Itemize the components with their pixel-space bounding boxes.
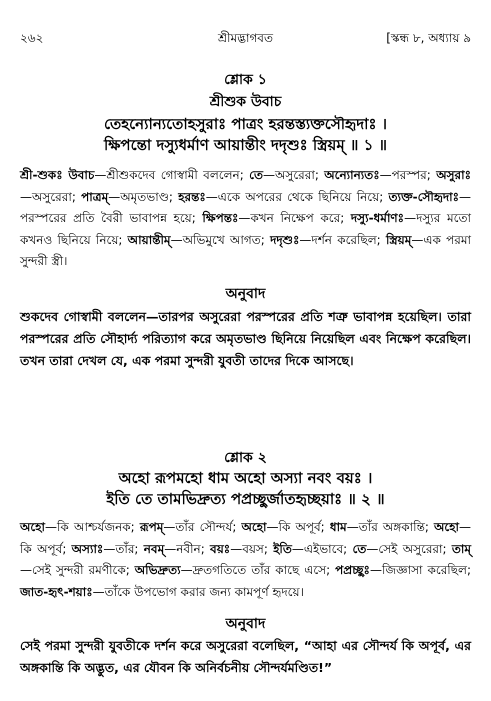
synonym-word: আয়ান্তীম্: [127, 232, 171, 247]
synonym-word: শ্রী-শুকঃ উবাচ: [20, 168, 95, 182]
synonym-meaning: —সেই অসুরেরা;: [366, 541, 452, 556]
synonym-word: তে: [352, 541, 367, 556]
translation-quote: “আহা এর সৌন্দর্য কি অপূর্ব, এর অঙ্গকান্তি কি অদ্ভুত, এর যৌবন কি অনির্বচনীয় সৌন্দর্যমণ্ডিত!”: [20, 638, 471, 675]
synonym-word: দস্যু-ধর্মাণঃ: [350, 211, 405, 225]
synonym-word: পপ্রচ্ছুঃ: [335, 563, 370, 577]
synonym-meaning: —শ্রীশুকদেব গোস্বামী বললেন;: [94, 168, 250, 182]
verse-line: ইতি তে তামভিদ্রুত্য পপ্রচ্ছুর্জাতহৃচ্ছয়াঃ ॥ ২ ॥: [106, 490, 385, 508]
synonym-word: অসুরাঃ: [436, 168, 471, 182]
synonym-meaning: —কি অপূর্ব;: [20, 520, 472, 556]
synonym-meaning: —জিজ্ঞাসা করেছিল;: [369, 563, 471, 577]
synonym-word: পাত্রম্: [81, 189, 109, 204]
synonym-word: হরন্তঃ: [178, 189, 206, 204]
synonym-word: অভিদ্রুত্য: [134, 563, 181, 577]
synonym-word: অহো: [434, 520, 460, 534]
synonym-word: নবম্: [143, 541, 165, 556]
synonym-meaning: —পরস্পরের প্রতি বৈরী ভাবাপন্ন হয়ে;: [20, 189, 472, 225]
sloka-1-translation-heading: অনুবাদ: [225, 286, 266, 302]
sloka-2-translation: [20, 635, 471, 679]
synonym-word: তাম্: [451, 541, 471, 556]
synonym-meaning: —দস্যুর মতো কখনও ছিনিয়ে নিয়ে;: [20, 211, 471, 247]
running-header: [20, 30, 471, 50]
synonym-meaning: —বয়স;: [230, 541, 274, 556]
sloka-1-speaker: শ্রীশুক উবাচ: [209, 94, 282, 110]
sloka-2-heading: শ্লোক ২: [224, 450, 267, 466]
page-number: ২৬২: [20, 31, 44, 45]
sloka-1-translation: শুকদেব গোস্বামী বললেন—তারপর অসুরেরা পরস্পরের প্রতি শত্রু ভাবাপন্ন হয়েছিল। তারা পরস্পরের প্রতি সৌহার্দ্য পরিত্যাগ করে অমৃতভাণ্ড ছিনিয়ে নিয়েছিল এবং নিক্ষেপ করেছিল। তখন তারা দেখল যে, এক পরমা সুন্দরী যুবতী তাদের দিকে আসছে।: [20, 309, 471, 368]
synonym-meaning: —কি অপূর্ব;: [266, 520, 330, 534]
verse-line: তেহন্যোন্যতোহসুরাঃ পাত্রং হরন্তস্ত্যক্তসৌহৃদাঃ ।: [103, 115, 388, 133]
synonym-meaning: —এক পরমা সুন্দরী স্ত্রী।: [20, 232, 471, 268]
chapter-reference: [স্কন্ধ ৮, অধ্যায় ৯: [386, 31, 471, 45]
translation-text: সেই পরমা সুন্দরী যুবতীকে দর্শন করে অসুরেরা বলেছিল,: [20, 638, 304, 653]
synonym-word: বয়ঃ: [210, 541, 231, 556]
synonym-meaning: —তাঁর;: [103, 541, 144, 556]
synonym-meaning: —অসুরেরা;: [263, 168, 325, 182]
synonym-word: রূপম্: [139, 520, 164, 534]
sloka-2-verse: [20, 468, 471, 510]
sloka-1-synonyms: [20, 165, 471, 273]
synonym-meaning: —কখন নিক্ষেপ করে;: [238, 211, 351, 225]
synonym-word: দদৃশুঃ: [270, 232, 300, 247]
synonym-word: অন্যোন্যতঃ: [324, 168, 380, 182]
synonym-word: জাত-হৃৎ-শয়াঃ: [20, 584, 93, 599]
synonym-word: তে: [249, 168, 264, 182]
synonym-word: অহো: [20, 520, 45, 534]
verse-line: ক্ষিপন্তো দস্যুধর্মাণ আয়ান্তীং দদৃশুঃ স্ত্রিয়ম্ ॥ ১ ॥: [103, 136, 388, 154]
synonym-meaning: —সেই সুন্দরী রমণীকে;: [20, 563, 135, 577]
synonym-meaning: —কি আশ্চর্যজনক;: [45, 520, 140, 534]
synonym-meaning: —তাঁর অঙ্গকান্তি;: [346, 520, 435, 534]
sloka-2-translation-heading: অনুবাদ: [225, 616, 266, 632]
synonym-meaning: —অমৃতভাণ্ড;: [108, 189, 179, 204]
synonym-word: ত্যক্ত-সৌহৃদাঃ: [388, 189, 460, 204]
book-title: শ্রীমদ্ভাগবত: [217, 31, 273, 45]
synonym-word: ক্ষিপন্তঃ: [202, 211, 239, 225]
synonym-word: ইতি: [273, 541, 292, 556]
sloka-1-verse: [20, 114, 471, 156]
synonym-meaning: —অসুরেরা;: [20, 189, 82, 204]
synonym-word: স্ত্রিয়ম্: [385, 232, 412, 247]
sloka-1-heading: শ্লোক ১: [224, 72, 267, 88]
synonym-meaning: —এইভাবে;: [291, 541, 353, 556]
sloka-2-synonyms: [20, 517, 471, 603]
synonym-word: অস্যাঃ: [71, 541, 104, 556]
synonym-meaning: —তাঁকে উপভোগ করার জন্য কামপূর্ণ হৃদয়ে।: [92, 584, 304, 599]
synonym-word: অহো: [241, 520, 267, 534]
synonym-meaning: —তাঁর সৌন্দর্য;: [163, 520, 242, 534]
synonym-meaning: —দ্রুতগতিতে তাঁর কাছে এসে;: [180, 563, 336, 577]
synonym-word: ধাম: [329, 520, 347, 534]
synonym-meaning: —অভিমুখে আগত;: [170, 232, 271, 247]
synonym-meaning: —পরস্পর;: [379, 168, 437, 182]
synonym-meaning: —দর্শন করেছিল;: [299, 232, 386, 247]
synonym-meaning: —নবীন;: [164, 541, 211, 556]
synonym-meaning: —একে অপরের থেকে ছিনিয়ে নিয়ে;: [205, 189, 389, 204]
verse-line: অহো রূপমহো ধাম অহো অস্যা নবং বয়ঃ ।: [118, 469, 373, 487]
